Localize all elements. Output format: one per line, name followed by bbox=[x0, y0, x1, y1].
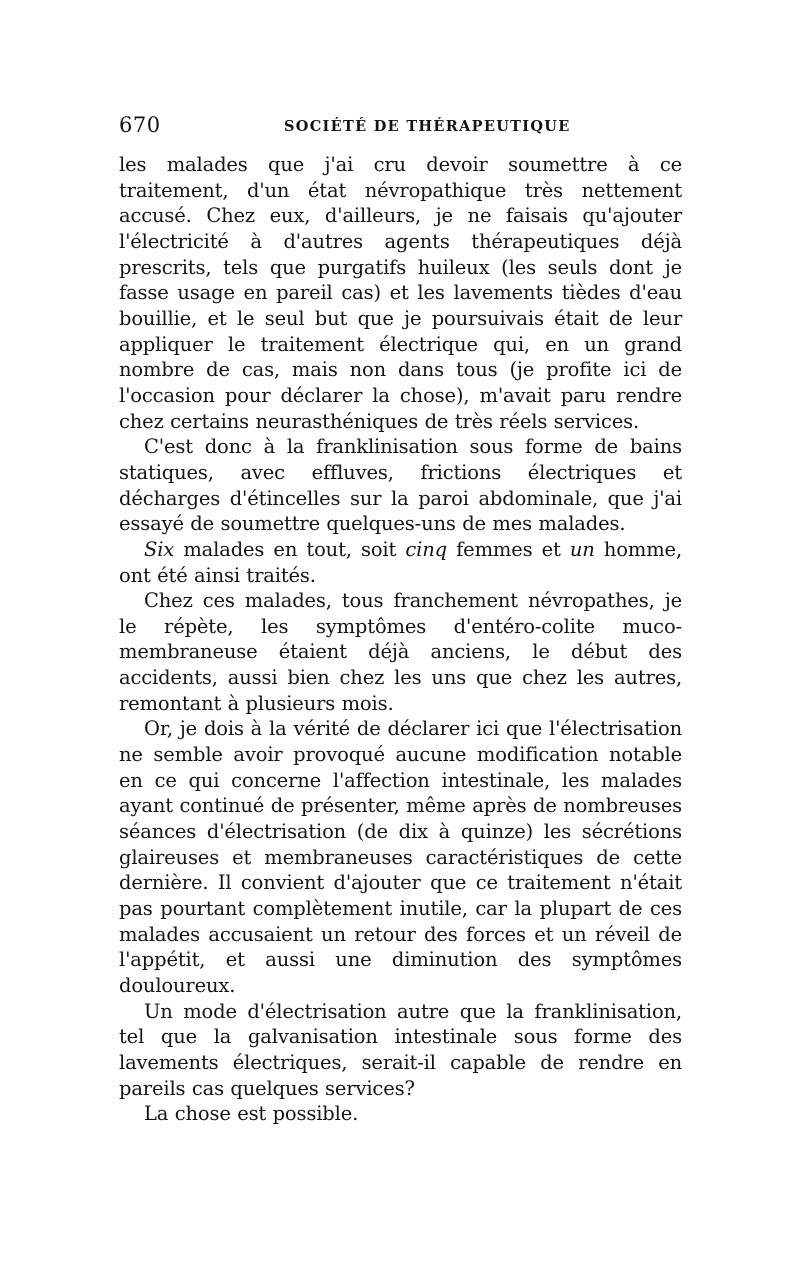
italic-word-six: Six bbox=[144, 537, 175, 561]
running-head: SOCIÉTÉ DE THÉRAPEUTIQUE bbox=[284, 118, 571, 135]
paragraph-question: Un mode d'électrisation autre que la franklinisation, tel que la galvanisation intestinale sous forme des lavements électriques, serait-il capable de rendre en pareils cas quelques services? bbox=[119, 999, 682, 1100]
paragraph-patients-count bbox=[119, 537, 682, 588]
paragraph-franklinisation: C'est donc à la franklinisation sous forme de bains statiques, avec effluves, frictions électriques et décharges d'étincelles sur la paroi abdominale, que j'ai essayé de soumettre quelques-uns de mes malades. bbox=[119, 435, 682, 536]
paragraph-conclusion: La chose est possible. bbox=[144, 1102, 359, 1126]
paragraph-symptoms: Chez ces malades, tous franchement névropathes, je le répète, les symptômes d'entéro-colite muco-membraneuse étaient déjà anciens, le début des accidents, aussi bien chez les uns que chez les autres, remontant à plusieurs mois. bbox=[119, 589, 682, 715]
body-text bbox=[119, 152, 682, 1127]
text-segment: malades en tout, soit bbox=[174, 537, 406, 561]
text-segment: homme, ont été ainsi traités. bbox=[119, 537, 682, 587]
page-number: 670 bbox=[119, 113, 161, 137]
italic-word-un: un bbox=[569, 537, 595, 561]
italic-word-cinq: cinq bbox=[405, 537, 447, 561]
page-header bbox=[119, 110, 682, 144]
paragraph-results: Or, je dois à la vérité de déclarer ici que l'électrisation ne semble avoir provoqué aucune modification notable en ce qui concerne l'affection intestinale, les malades ayant continué de présenter, même après de nombreuses séances d'électrisation (de dix à quinze) les sécrétions glaireuses et membraneuses caractéristiques de cette dernière. Il convient d'ajouter que ce traitement n'était pas pourtant complètement inutile, car la plupart de ces malades accusaient un retour des forces et un réveil de l'appétit, et aussi une diminution des symptômes douloureux. bbox=[119, 717, 682, 997]
paragraph-continued: les malades que j'ai cru devoir soumettre à ce traitement, d'un état névropathique très nettement accusé. Chez eux, d'ailleurs, je ne faisais qu'ajouter l'électricité à d'autres agents thérapeutiques déjà prescrits, tels que purgatifs huileux (les seuls dont je fasse usage en pareil cas) et les lavements tièdes d'eau bouillie, et le seul but que je poursuivais était de leur appliquer le traitement électrique qui, en un grand nombre de cas, mais non dans tous (je profite ici de l'occasion pour déclarer la chose), m'avait paru rendre chez certains neurasthéniques de très réels services. bbox=[119, 153, 682, 433]
text-segment: femmes et bbox=[446, 537, 570, 561]
